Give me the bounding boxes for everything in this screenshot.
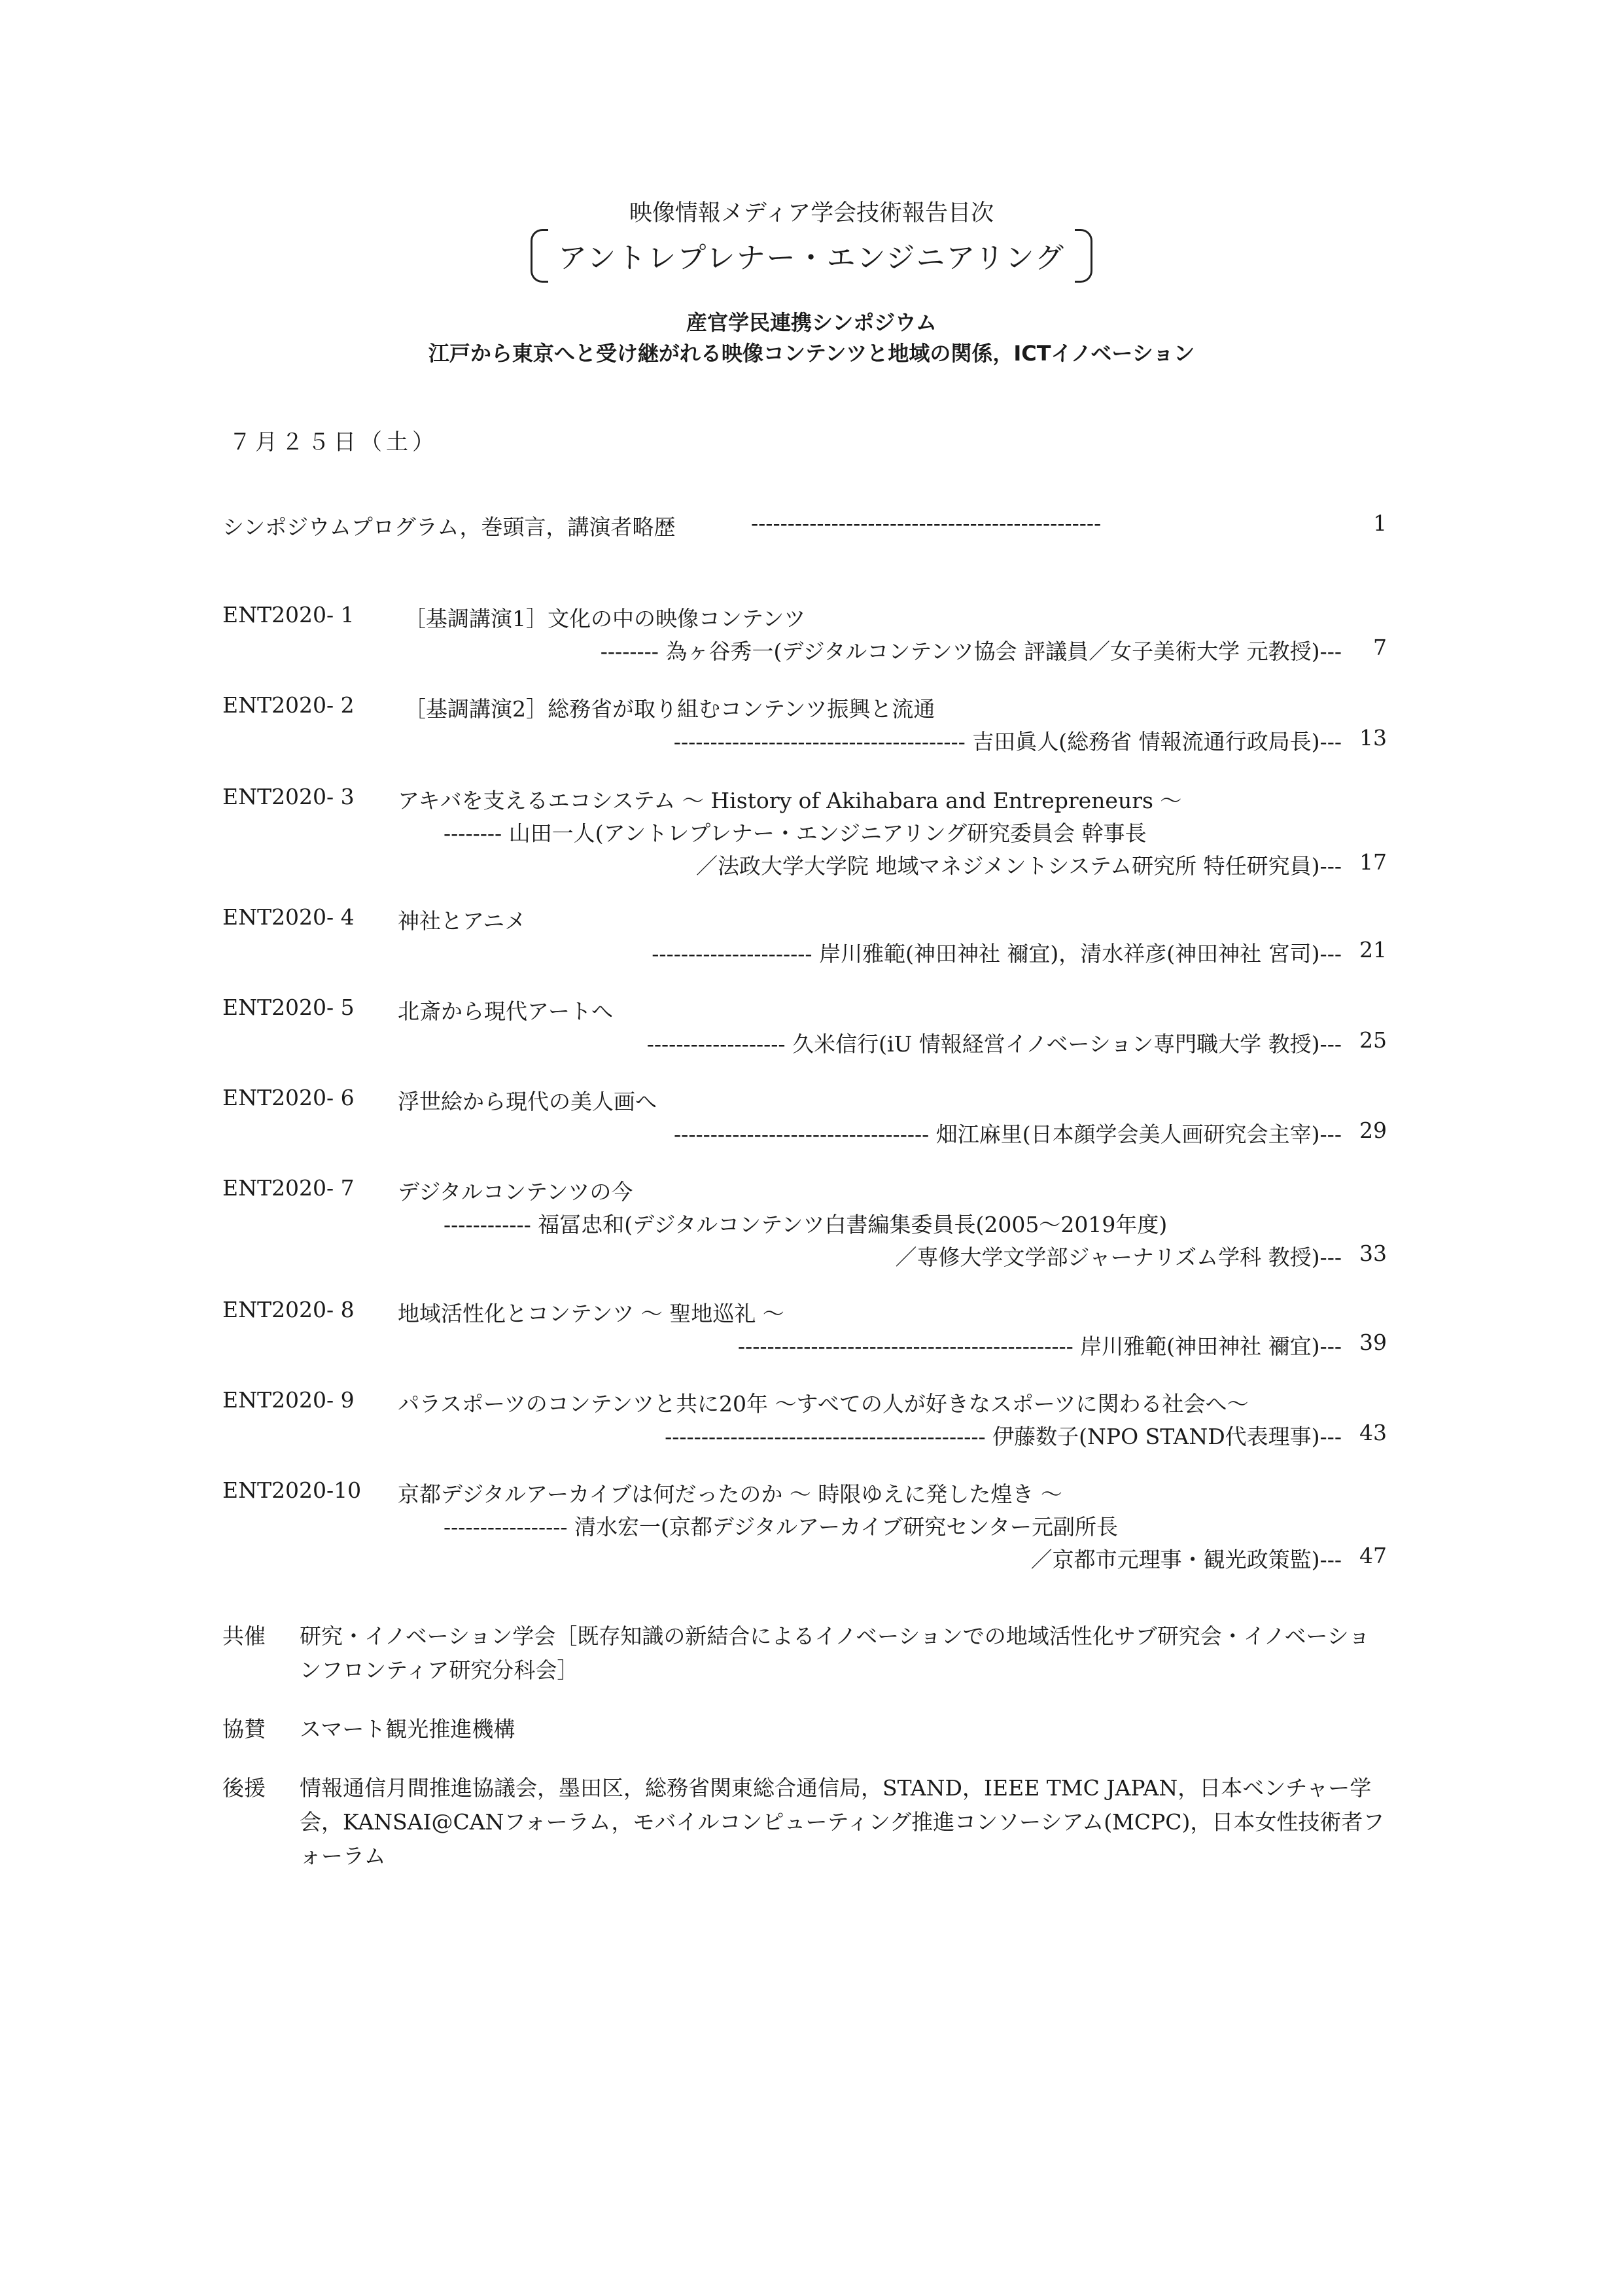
- entry-author: ------------ 福冨忠和(デジタルコンテンツ白書編集委員長(2005〜2019年度): [444, 1212, 1168, 1237]
- co-host-label: 共催: [222, 1623, 266, 1649]
- program-page: 1: [1373, 510, 1387, 536]
- entry-page: 25: [1359, 1027, 1387, 1053]
- session-date: ７月２５日（土）: [229, 429, 438, 455]
- entry-author: ---------------------------------------------- 岸川雅範(神田神社 禰宜)---: [737, 1333, 1342, 1359]
- entry-code: ENT2020- 1: [222, 602, 355, 627]
- series-title-box: [531, 229, 1092, 281]
- symposium-subtitle: 江戸から東京へと受け継がれる映像コンテンツと地域の関係，ICTイノベーション: [428, 341, 1195, 366]
- sponsor-row: [222, 1712, 1387, 1746]
- entry-title: 地域活性化とコンテンツ 〜 聖地巡礼 〜: [398, 1301, 784, 1326]
- entry-title: 浮世絵から現代の美人画へ: [398, 1089, 657, 1114]
- entry-code: ENT2020- 5: [222, 995, 355, 1020]
- entry-page: 29: [1359, 1118, 1387, 1143]
- entry-author: -------- 山田一人(アントレプレナー・エンジニアリング研究委員会 幹事長: [444, 821, 1147, 846]
- series-title-block: [0, 229, 1623, 281]
- entry-author: ---------------------- 岸川雅範(神田神社 禰宜)，清水祥彦(神田神社 宮司)---: [652, 941, 1342, 966]
- entry-page: 39: [1359, 1330, 1387, 1355]
- entry-page: 7: [1373, 635, 1387, 660]
- entry-author: ／専修大学文学部ジャーナリズム学科 教授)---: [895, 1245, 1342, 1270]
- program-leader: ------------------------------------------------: [751, 510, 1102, 536]
- report-heading: 映像情報メディア学会技術報告目次: [629, 200, 994, 226]
- entry-code: ENT2020-10: [222, 1477, 362, 1503]
- symposium-title: 産官学民連携シンポジウム: [686, 310, 937, 335]
- entry-author: ／京都市元理事・観光政策監)---: [1030, 1547, 1342, 1572]
- entry-author: ／法政大学大学院 地域マネジメントシステム研究所 特任研究員)---: [695, 853, 1342, 879]
- entry-page: 33: [1359, 1241, 1387, 1266]
- co-host-text: 研究・イノベーション学会［既存知識の新結合によるイノベーションでの地域活性化サブ研究会・イノベーションフロンティア研究分科会］: [300, 1623, 1370, 1683]
- entry-author: ---------------------------------------- 吉田眞人(総務省 情報流通行政局長)---: [673, 729, 1342, 754]
- footer-credits: [222, 1619, 1387, 1898]
- entry-author: -------------------------------------------- 伊藤数子(NPO STAND代表理事)---: [665, 1424, 1342, 1449]
- entry-code: ENT2020- 2: [222, 692, 355, 718]
- support-label: 後援: [222, 1775, 266, 1801]
- entry-author: -------- 為ヶ谷秀一(デジタルコンテンツ協会 評議員／女子美術大学 元教授)---: [600, 639, 1342, 664]
- entry-author: ----------------------------------- 畑江麻里(日本顔学会美人画研究会主宰)---: [674, 1122, 1342, 1147]
- entry-page: 13: [1359, 725, 1387, 751]
- entry-title: ［基調講演1］文化の中の映像コンテンツ: [404, 606, 806, 631]
- entry-title: 神社とアニメ: [398, 908, 527, 934]
- entry-title: 北斎から現代アートへ: [398, 998, 614, 1024]
- entry-title: デジタルコンテンツの今: [398, 1179, 633, 1205]
- entry-title: ［基調講演2］総務省が取り組むコンテンツ振興と流通: [404, 696, 935, 722]
- entry-page: 17: [1359, 849, 1387, 875]
- entry-code: ENT2020- 4: [222, 904, 355, 930]
- entry-title: パラスポーツのコンテンツと共に20年 〜すべての人が好きなスポーツに関わる社会へ〜: [398, 1391, 1249, 1417]
- series-title: アントレプレナー・エンジニアリング: [558, 241, 1065, 275]
- right-bracket: [1075, 229, 1092, 283]
- entry-page: 21: [1359, 937, 1387, 963]
- entry-code: ENT2020- 3: [222, 784, 355, 809]
- support-text: 情報通信月間推進協議会，墨田区，総務省関東総合通信局，STAND，IEEE TMC JAPAN，日本ベンチャー学会，KANSAI@CANフォーラム，モバイルコンピューティング推進コンソーシアム(MCPC)，日本女性技術者フォーラム: [300, 1775, 1385, 1869]
- entry-author: ------------------- 久米信行(iU 情報経営イノベーション専門職大学 教授)---: [646, 1031, 1342, 1057]
- entry-code: ENT2020- 6: [222, 1085, 355, 1110]
- co-host-row: [222, 1619, 1387, 1687]
- entry-code: ENT2020- 8: [222, 1297, 355, 1322]
- left-bracket: [531, 229, 548, 283]
- entry-page: 47: [1359, 1543, 1387, 1568]
- support-row: [222, 1771, 1387, 1873]
- sponsor-text: スマート観光推進機構: [300, 1716, 515, 1742]
- entry-code: ENT2020- 9: [222, 1387, 355, 1413]
- entry-title: アキバを支えるエコシステム 〜 History of Akihabara and Entrepreneurs 〜: [398, 788, 1182, 813]
- entry-title: 京都デジタルアーカイブは何だったのか 〜 時限ゆえに発した煌き 〜: [398, 1481, 1062, 1507]
- entry-page: 43: [1359, 1420, 1387, 1445]
- program-label: シンポジウムプログラム，巻頭言，講演者略歴: [222, 514, 676, 540]
- entry-author: ----------------- 清水宏一(京都デジタルアーカイブ研究センター元副所長: [444, 1514, 1118, 1540]
- entry-code: ENT2020- 7: [222, 1175, 355, 1201]
- sponsor-label: 協賛: [222, 1716, 266, 1742]
